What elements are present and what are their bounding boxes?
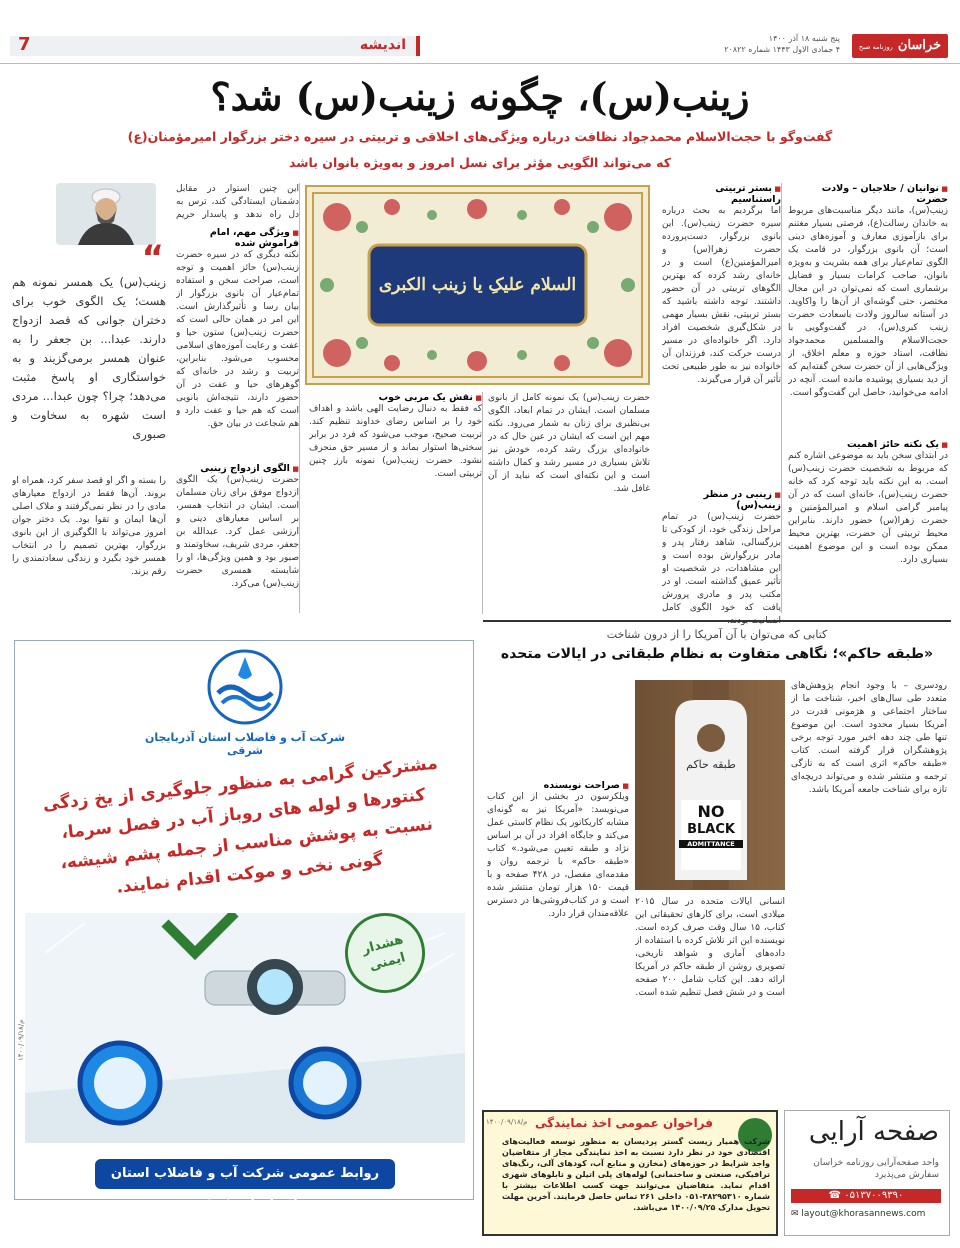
book-cover-image xyxy=(635,680,785,890)
page-number: 7 xyxy=(18,34,31,55)
door-hanger-graphic xyxy=(635,680,785,890)
water-logo-icon xyxy=(200,647,290,727)
book-left-column xyxy=(487,680,629,1080)
water-ad-footer: روابط عمومی شرکت آب و فاضلاب استان آذربایجان شرقی xyxy=(95,1159,395,1189)
agency-ad xyxy=(482,1110,778,1236)
water-company-name: شرکت آب و فاضلاب استان آذربایجان شرقی xyxy=(144,731,346,757)
column-2 xyxy=(658,183,782,626)
interviewee-photo xyxy=(56,183,156,245)
hanger-admittance: ADMITTANCE xyxy=(679,840,743,848)
column-4-under-text: که فقط به دنبال رضایت الهی باشد و اهداف خود را بر اساس رضای خداوند تنظیم کند. تربیت صحیح، موجب می‌شود که فرد در برابر سختی‌ها استوار بماند و از مسیر حق منحرف نشود. حضرت زینب(س) نمونه بارز چنین تربیتی است. xyxy=(309,404,482,479)
column-4-under xyxy=(305,392,483,614)
subhead-env: ■ بستر تربیتی راستناسیم xyxy=(662,183,781,205)
column-1 xyxy=(788,183,948,613)
book-subhead: ■ صراحت نویسنده xyxy=(487,780,629,791)
agency-ad-code: م/۱۴۰۰/۰۹/۱۸ xyxy=(486,1118,528,1126)
column-1-text: زینب(س)، مانند دیگر مناسبت‌های مربوط به خاندان رسالت(ع)، فرصتی بسیار مغتنم برای بازآموزی معارف و آموزه‌های دینی است؛ آن بانوی بزرگوار، در قامت یک الگوی تمام‌عیار برای همه بشریت و به‌ویژه بانوان، صاحب کرامات بسیار و فضایل برشماری است که نمی‌توان در این مجال مختصر، حتی گوشه‌ای از آن‌ها را واکاوید. در آستانه سالروز ولادت باسعادت حضرت زینب کبری(س)، در گفت‌وگویی با حجت‌الاسلام والمسلمین محمدجواد نظافت، استاد حوزه و معلم اخلاق، از ویژگی‌هایی از آن حضرت سخن گفته‌ایم که از دید بسیاری پوشیده مانده است. آنچه در ادامه می‌خوانید، حاصل این گفت‌وگو است. xyxy=(788,206,948,398)
section-bar xyxy=(10,36,420,56)
column-4-text-b: نکته دیگری که در سیره حضرت زینب(س) حائز اهمیت و توجه است، صراحت سخن و استفاده تمام‌عیار آن بانوی بزرگوار از بیان رسا و تأثیرگذارش است. این امر در همان حالی است که حضرت زینب(س) ستون حیا و عفت و رعایت آموزه‌های اسلامی محسوب می‌شود. بنابراین، تربیت و رشد در خانه‌ای که گوهرهای حیا و عفت در آن حضور دارند، نتیجه‌اش بانویی است که هم حیا و عفت دارد و هم شجاعت در بیان حق. xyxy=(176,250,299,429)
column-2-text-b: حضرت زینب(س) در تمام مراحل زندگی خود، از کودکی تا بزرگسالی، شاهد رفتار پدر و مادر بزرگوارش بوده است و این مشاهدات، در شخصیت او تأثیر عمیق گذاشته است. او در مکتب پدر و مادری پرورش یافت که خود الگوی کامل انسانیت بودند. xyxy=(662,512,781,626)
brand-logo: خراسان xyxy=(897,38,942,53)
section-name: اندیشه xyxy=(359,37,406,53)
person-icon xyxy=(56,183,156,245)
subhead-trait: ■ ویژگی مهم، امام فراموش شده xyxy=(176,227,299,249)
layout-box-title: صفحه آرایی xyxy=(808,1117,939,1147)
brand-block xyxy=(852,34,948,75)
quote-mark-icon: “ xyxy=(141,238,164,278)
hanger-title: طبقه حاکم xyxy=(686,758,736,771)
column-3 xyxy=(488,392,650,614)
column-1-text-b: در ابتدای سخن باید به موضوعی اشاره کنم که مربوط به شخصیت حضرت زینب(س) است. به این نکته باید توجه کرد که خانه حضرت زینب(س)، خانه‌ای است که در آن پیامبر گرامی اسلام و امیرالمؤمنین و حضرت زهرا(س) حضور دارند. بنابراین محیط تربیتی آن حضرت، بهترین محیط ممکن بوده است و این موضوع اهمیت بسیاری دارد. xyxy=(788,451,948,565)
layout-service-box xyxy=(784,1110,950,1236)
calligraphy-text: السلام علیکِ یا زینب الکبری xyxy=(378,275,577,295)
book-lead: رودسری – با وجود انجام پژوهش‌های متعدد طی سال‌های اخیر، شناخت ما از ساختار اجتماعی و هژمونی قدرت در آمریکا بسیار محدود است. این موضوع تنها طی چند دهه اخیر مورد توجه برخی پژوهشگران قرار گرفته است. کتاب «طبقه حاکم» اثری است که به تازگی ترجمه و منتشر شده و می‌تواند دریچه‌ای تازه برای شناخت جامعه آمریکا باشد. xyxy=(791,681,947,795)
layout-box-email xyxy=(791,1209,941,1219)
column-3-text: حضرت زینب(س) یک نمونه کامل از بانوی مسلمان است. ایشان در تمام ابعاد، الگوی بی‌نظیری برای زنان به شمار می‌رود. نکته مهم این است که ایشان در عین حال که در خانواده‌ای بزرگ رشد کرده، خودش نیز تلاش بسیاری در مسیر رشد و کمال داشته است و این نکته‌ای است که نباید از آن غافل شد. xyxy=(488,393,650,494)
hanger-no: NO xyxy=(697,802,725,821)
subhead-marriage: ■ الگوی ازدواج زینبی xyxy=(176,463,299,474)
book-left-text: ویلکرسون در بخشی از این کتاب می‌نویسد: «آمریکا نیز به گونه‌ای مشابه کاریکاتور یک نظام کاستی عمل می‌کند و جایگاه افراد در آن بر اساس نژاد و طبقه تعیین می‌شود.» کتاب «طبقه حاکم» با ترجمه روان و مقدمه‌ای مفصل، در ۴۲۸ صفحه و با قیمت ۱۵۰ هزار تومان منتشر شده است و در کتاب‌فروشی‌ها در دسترس علاقه‌مندان قرار دارد. xyxy=(487,792,629,919)
book-mid-text: انسانی ایالات متحده در سال ۲۰۱۵ میلادی است، برای کارهای تحقیقاتی این کتاب، ۱۵ سال وقت صرف کرده است. نویسنده این اثر تلاش کرده با استفاده از داده‌های آماری و شواهد تاریخی، تصویری روشن از طبقه حاکم در آمریکا ارائه دهد. این کتاب شامل ۲۰۰ صفحه است و در شش فصل تنظیم شده است. xyxy=(635,897,785,998)
main-subtitle-1: گفت‌وگو با حجت‌الاسلام محمدجواد نظافت درباره ویژگی‌های اخلاقی و تربیتی در سیره دختر بزرگوار امیرمؤمنان(ع) xyxy=(127,129,833,144)
phone-icon: ☎ xyxy=(828,1190,845,1201)
pull-quote: زینب(س) یک همسر نمونه هم هست؛ یک الگوی خوب برای دختران جوانی که قصد ازدواج دارند. عبدا... بن جعفر را به عنوان همسر برمی‌گزیند و به خواستگاری او پاسخ مثبت می‌دهد؛ چرا؟ چون عبدا... مردی است شهره به سخاوت و صبوری xyxy=(12,275,166,441)
agency-ad-title: فراخوان عمومی اخذ نمایندگی xyxy=(534,1116,714,1130)
column-4 xyxy=(172,183,300,613)
layout-email: layout@khorasannews.com xyxy=(801,1209,926,1219)
hanger-black: BLACK xyxy=(687,822,735,837)
issue-date-line1: پنج شنبه ۱۸ آذر ۱۴۰۰ xyxy=(768,34,840,43)
subhead-teach: ■ زینبی در منظر زینب(س) xyxy=(662,489,781,511)
column-4-text: این چنین استوار در مقابل دشمنان ایستادگی کند، ترس به دل راه ندهد و پاسدار حریم xyxy=(176,184,299,220)
page-header xyxy=(0,30,960,75)
column-4-text-c: حضرت زینب(س) یک الگوی ازدواج موفق برای زنان مسلمان است. ایشان در انتخاب همسر، بر اساس معیارهای دینی و ارزشی عمل کرد. عبدالله بن جعفر، مردی شریف، سخاوتمند و صبور بود و همین ویژگی‌ها، او را شایسته همسری حضرت زینب(س) می‌کرد. xyxy=(176,475,299,589)
issue-date xyxy=(690,33,840,55)
layout-box-desc: واحد صفحه‌آرایی روزنامه خراسان سفارش می‌پذیرد xyxy=(813,1158,939,1180)
main-subtitle-2: که می‌تواند الگویی مؤثر برای نسل امروز و به‌ویژه بانوان باشد xyxy=(289,155,671,170)
book-title: «طبقه حاکم»؛ نگاهی متفاوت به نظام طبقاتی در ایالات متحده xyxy=(500,646,934,662)
brand-subtitle: روزنامه صبح ایران xyxy=(858,43,907,75)
issue-date-line2: ۴ جمادی الاول ۱۴۴۳ شماره ۲۰۸۲۲ xyxy=(724,45,840,54)
subhead-special: ■ یک نکته حائز اهمیت xyxy=(788,439,948,450)
layout-box-phone xyxy=(791,1189,941,1203)
calligraphy-image xyxy=(305,185,650,385)
water-company-ad xyxy=(14,640,474,1211)
subhead-right: ■ نقش یک مربی خوب xyxy=(309,392,482,403)
quote-column-bottom-text: را بسته و اگر او قصد سفر کرد، همراه او بروند. آن‌ها فقط در ازدواج معیارهای مادی را در نظر نمی‌گرفتند و ملاک اصلی آن‌ها ایمان و تقوا بود. یک دختر جوان امروز می‌تواند با الگوگیری از این بانوی بزرگوار، بهترین تصمیم را در انتخاب همسر خود بگیرد و زندگی سعادتمندی را رقم بزند. xyxy=(12,476,166,577)
quote-column xyxy=(12,183,166,613)
main-title: زینب(س)، چگونه زینب(س) شد؟ xyxy=(210,74,750,119)
agency-ad-body: شرکت همیار زیست گستر پردیسان به منظور توسعه فعالیت‌های اقتصادی خود در نظر دارد نسبت به اخذ نمایندگی مجاز از متقاضیان واجد شرایط در حوزه‌های (مخازن و منابع آب، کودهای آلی، رنگ‌های ترافیکی، صنعتی و ساختمانی) لوله‌های پلی اتیلن و تابلوهای شهری اقدام نماید. متقاضیان می‌توانند جهت کسب اطلاعات بیشتر با شماره ۳۸۲۹۵۳۱۰-۰۵۱ داخلی ۲۶۱ تماس حاصل فرمایند. آخرین مهلت تحویل مدارک ۱۴۰۰/۰۹/۲۵ می‌باشد. xyxy=(502,1137,770,1212)
layout-phone-number: ۰۵۱۳۷۰۰۹۳۹۰ xyxy=(844,1190,904,1201)
safety-badge-text: هشدار ایمنی xyxy=(360,932,408,975)
byline: ■ نوانیان / حلاجیان – ولادت حضرت xyxy=(788,183,948,205)
water-ad-code: م/۱۴۰۰/۰۹/۱۸ xyxy=(17,1019,25,1061)
email-icon: ✉ xyxy=(791,1209,802,1219)
column-2-text: اما برگردیم به بحث درباره سیره حضرت زینب(س). این بانوی بزرگوار، دست‌پرورده حضرت زهرا(س) و امیرالمؤمنین(ع) است و در خانه‌ای رشد کرده که بهترین الگوهای تربیتی در آن حضور داشتند. توجه داشته باشید که بستر تربیتی، نقش بسیار مهمی در شکل‌گیری شخصیت افراد دارد. اگر خانواده‌ای در مسیر درست حرکت کند، فرزندان آن خانواده نیز به طور طبیعی تحت تأثیر آن قرار می‌گیرند. xyxy=(662,206,781,385)
book-kicker: کتابی که می‌توان با آن آمریکا را از درون شناخت xyxy=(606,628,828,641)
book-section xyxy=(483,620,951,1092)
water-ad-message: مشترکین گرامی به منظور جلوگیری از یخ زدگی کنتورها و لوله های روباز آب در فصل سرما، نسبت به پوشش مناسب از جمله پشم شیشه، گونی نخی و موکت اقدام نمایند. xyxy=(41,753,439,898)
